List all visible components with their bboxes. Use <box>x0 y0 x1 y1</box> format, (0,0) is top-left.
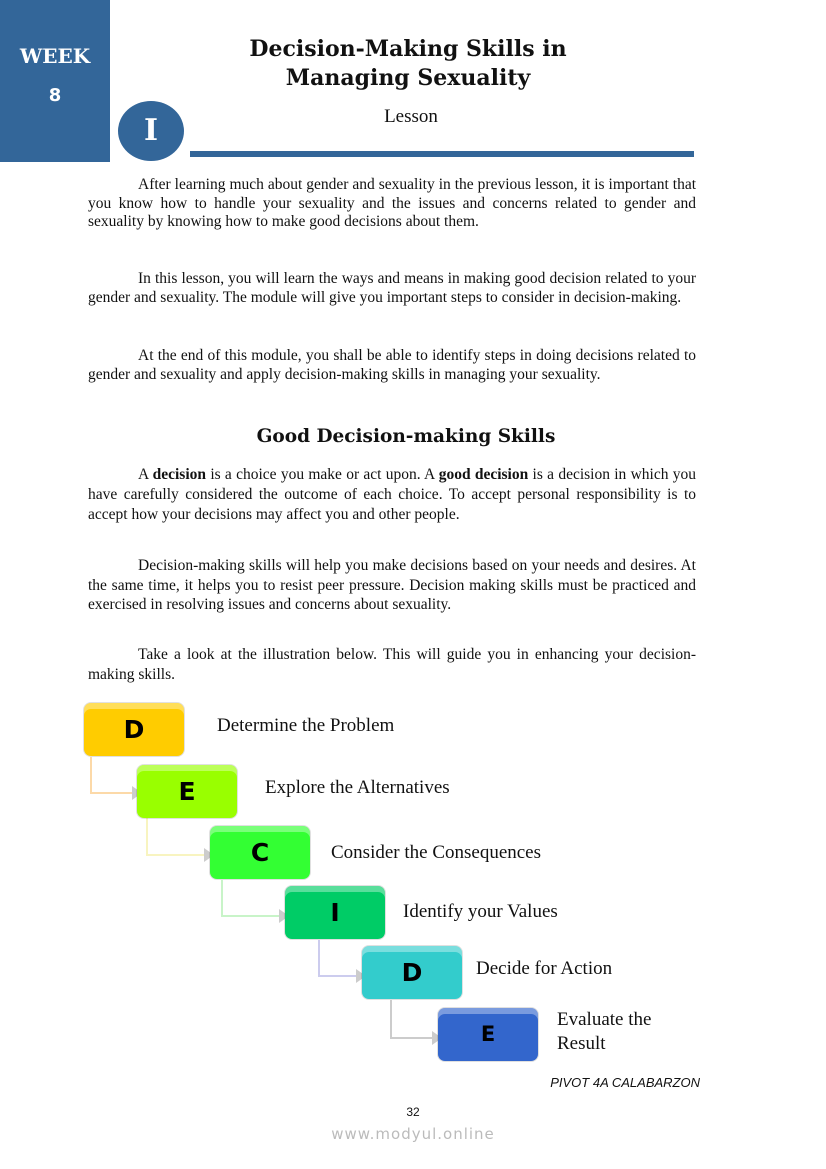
step-box-d: D <box>84 703 184 756</box>
step-box-i: I <box>285 886 385 939</box>
title-underline <box>190 151 694 157</box>
week-label: WEEK <box>19 44 91 68</box>
step-label: Evaluate the Result <box>557 1009 652 1054</box>
step-label: Consider the Consequences <box>331 842 542 863</box>
step-label: Explore the Alternatives <box>265 777 450 798</box>
week-number: 8 <box>48 85 62 106</box>
body-paragraph: Take a look at the illustration below. This will guide you in enhancing your decision-making skills. <box>88 646 696 683</box>
body-paragraph: Decision-making skills will help you make decisions based on your needs and desires. At the same time, it helps you to resist peer pressure. Decision making skills must be practiced and exercised in resolving issues and concerns about sexuality. <box>88 557 696 613</box>
step-box-e2: E <box>438 1008 538 1061</box>
week-badge <box>0 0 110 162</box>
arrow-connector <box>90 757 132 794</box>
step-box-c: C <box>210 826 310 879</box>
intro-paragraph: At the end of this module, you shall be able to identify steps in doing decisions related to gender and sexuality and apply decision-making skills in managing your sexuality. <box>88 347 696 383</box>
page-title: Decision-Making Skills in Managing Sexuality <box>249 36 567 91</box>
watermark: www.modyul.online <box>331 1125 495 1143</box>
section-heading: Good Decision-making Skills <box>256 426 556 447</box>
page-number: 32 <box>406 1105 420 1119</box>
arrow-connector <box>221 880 279 917</box>
intro-paragraph: In this lesson, you will learn the ways and means in making good decision related to your gender and sexuality. The module will give you important steps to consider in decision-making. <box>88 270 696 306</box>
intro-paragraph: After learning much about gender and sexuality in the previous lesson, it is important that you know how to handle your sexuality and the issues and concerns related to gender and sexuality by knowing how to make good decisions about them. <box>88 176 696 230</box>
definition-paragraph: A decision is a choice you make or act upon. A good decision is a decision in which you have carefully considered the outcome of each choice. To accept personal responsibility is to accept how your decisions may affect you and other people. <box>88 466 697 523</box>
footer-source: PIVOT 4A CALABARZON <box>550 1075 700 1090</box>
step-label: Decide for Action <box>476 958 613 979</box>
section-letter-badge: I <box>118 101 184 161</box>
step-label: Identify your Values <box>403 901 558 922</box>
step-box-d2: D <box>362 946 462 999</box>
arrow-connector <box>318 940 356 977</box>
page-subtitle: Lesson <box>384 106 438 127</box>
step-box-e: E <box>137 765 237 818</box>
arrow-connector <box>146 818 204 856</box>
arrow-connector <box>390 1000 432 1039</box>
step-label: Determine the Problem <box>217 715 395 736</box>
